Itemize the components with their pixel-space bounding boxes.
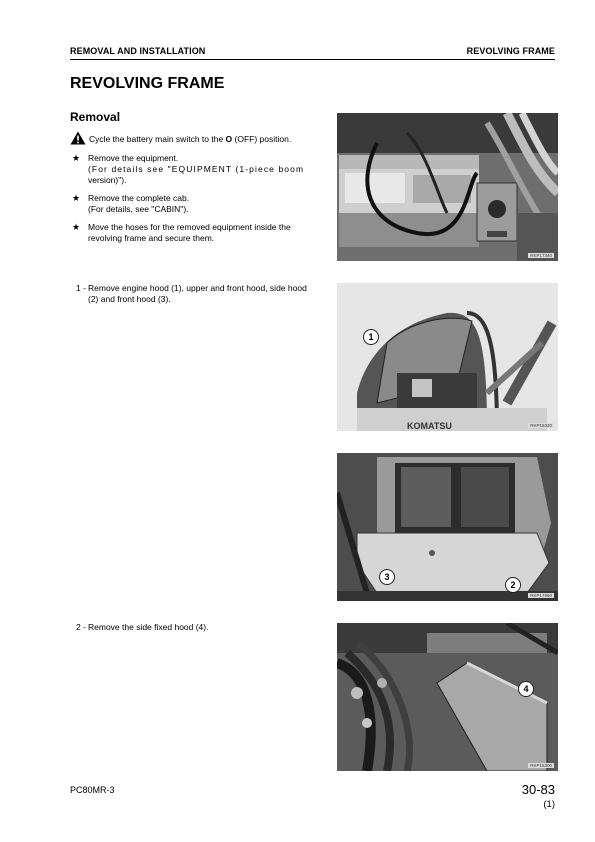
callout-marker: 1 [363, 329, 379, 345]
step-2 [76, 622, 318, 633]
footer-model: PC80MR-3 [70, 785, 115, 795]
star-icon: ★ [72, 222, 81, 232]
star-icon: ★ [72, 193, 81, 203]
photo-code: RKP17340 [530, 253, 552, 258]
step-text: Remove the side fixed hood (4). [88, 622, 209, 632]
callout-marker: 2 [505, 577, 521, 593]
warning-switch-symbol: O [225, 134, 233, 144]
star-icon: ★ [72, 153, 81, 163]
header-rule [70, 59, 555, 60]
step-text: Remove engine hood (1), upper and front hood, side hood (2) and front hood (3). [88, 283, 307, 304]
note-line: Remove the complete cab. [88, 193, 190, 203]
page-title: REVOLVING FRAME [70, 75, 225, 92]
photo-code: RKP17860 [530, 593, 552, 598]
step-1 [76, 283, 318, 305]
header-section-label: REMOVAL AND INSTALLATION [70, 46, 206, 56]
photo-side-front-hood [337, 453, 558, 601]
photo-engine-hood [337, 283, 558, 431]
callout-marker: 4 [518, 681, 534, 697]
warning-icon [70, 131, 86, 148]
note-line: (For details, see "CABIN"). [88, 204, 189, 214]
header-topic-label: REVOLVING FRAME [466, 46, 555, 56]
note-remove-cab [70, 193, 320, 215]
photo-code: RKP15300 [530, 763, 552, 768]
step-number: 1 - [76, 283, 86, 293]
note-line: version)"). [88, 175, 127, 185]
note-line: (For details see "EQUIPMENT (1-piece boom [88, 164, 305, 174]
note-line: Move the hoses for the removed equipment inside the [88, 222, 291, 232]
footer-revision: (1) [543, 799, 555, 810]
note-line: Remove the equipment. [88, 153, 179, 163]
section-heading: Removal [70, 110, 121, 124]
step-number: 2 - [76, 622, 86, 632]
note-remove-equipment [70, 153, 320, 186]
photo-side-fixed-hood [337, 623, 558, 771]
photo-code: RKP15320 [530, 423, 552, 428]
note-line: revolving frame and secure them. [88, 233, 215, 243]
callout-marker: 3 [379, 569, 395, 585]
photo-battery-switch [337, 113, 558, 261]
warning-text-pre: Cycle the battery main switch to the [89, 134, 226, 144]
photo-brand-text: KOMATSU [407, 421, 452, 431]
footer-page-number: 30-83 [521, 782, 555, 797]
note-move-hoses [70, 222, 320, 244]
warning-paragraph [70, 131, 320, 148]
warning-text-post: (OFF) position. [232, 134, 292, 144]
